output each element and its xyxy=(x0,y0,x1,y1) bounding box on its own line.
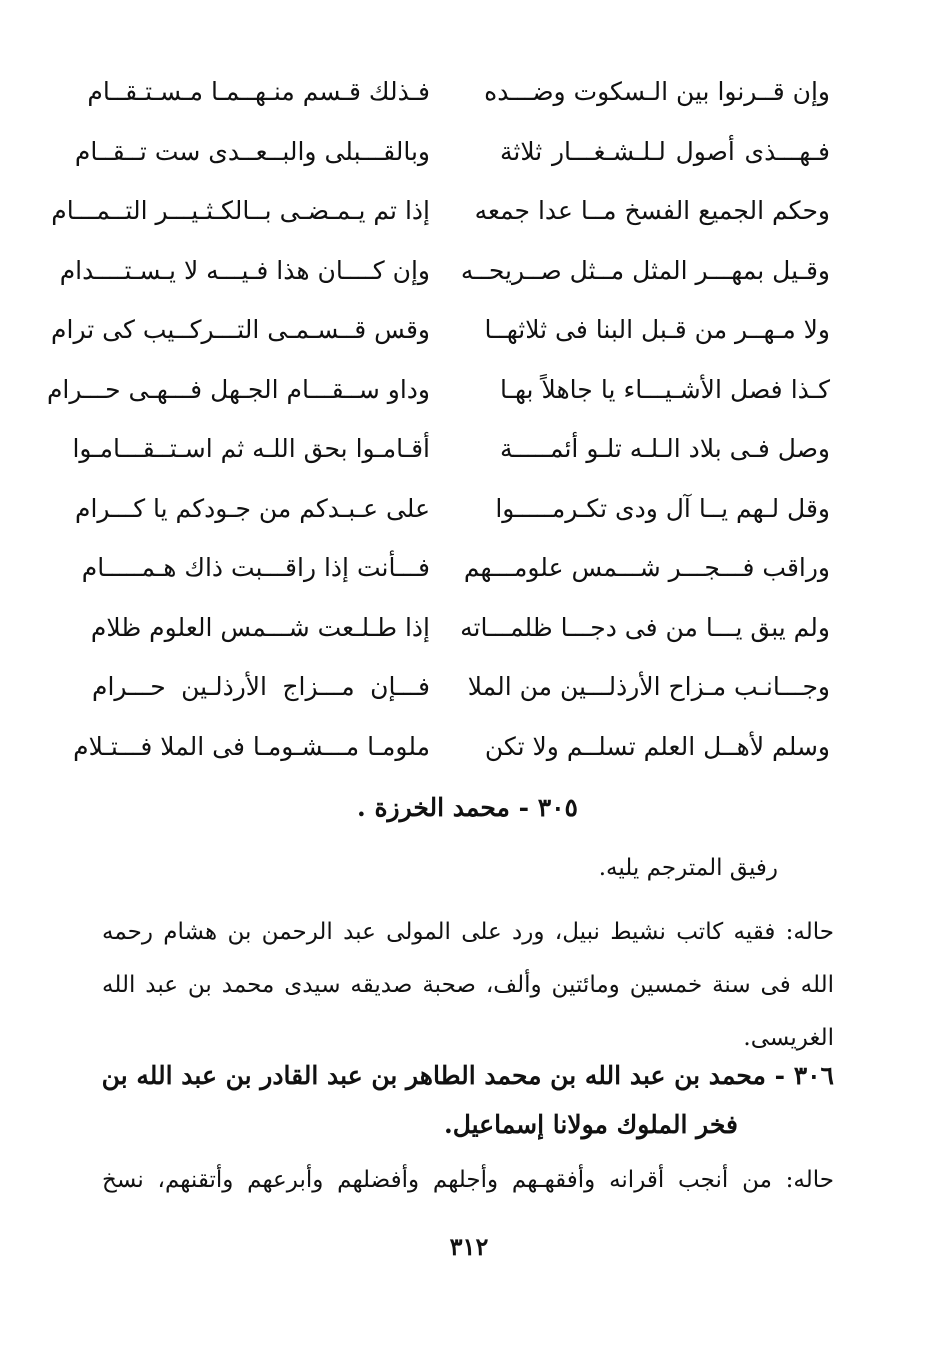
poem xyxy=(0,62,938,782)
poem-verse: إذا طـلـعت شـــمس العلوم ظلام xyxy=(90,612,430,642)
poem-verse: وقل لـهم يــا آل ودى تكـرمـــــوا xyxy=(495,493,830,523)
entry-306-paragraph: حاله: من أنجب أقرانه وأفقهـهم وأجلهم وأفضلهم وأبرعهم وأتقنهم، نسخ xyxy=(102,1167,834,1193)
poem-verse: وراقب فـــجـــر شـــمس علومـــهم xyxy=(463,553,830,582)
entry-306-heading-line1: ٣٠٦ - محمد بن عبد الله بن محمد الطاهر بن عبد القادر بن عبد الله بن xyxy=(101,1061,834,1090)
poem-verse: وداو ســقـــام الجـهل فـــهـى حـــرام xyxy=(46,374,430,404)
poem-verse: ولم يبق يـــا من فى دجـــا ظلمـــاته xyxy=(460,612,830,642)
poem-verse: أقـامـوا بحق اللـه ثم اسـتــقـــامـوا xyxy=(72,434,430,463)
poem-left-column xyxy=(46,62,430,776)
poem-verse: وإن كــــان هذا فـيـــه لا يـسـتــــدام xyxy=(59,255,430,285)
poem-verse: كـذا فصل الأشـيـــاء يا جاهلاً بهـا xyxy=(500,374,830,404)
entry-305-line: رفيق المترجم يليه. xyxy=(598,855,778,881)
poem-verse: وحكم الجميع الفسخ مــا عدا جمعه xyxy=(474,196,830,225)
poem-verse: وإن قــرنوا بين الـسكوت وضـــده xyxy=(484,77,830,106)
page-number: ٣١٢ xyxy=(449,1232,489,1261)
entry-305-paragraph: حاله: فقيه كاتب نشيط نبيل، ورد على المولى عبد الرحمن بن هشام رحمه الله فى سنة خمسين ومائتين وألف، صحبة صديقه سيدى محمد بن عبد الله الغريسى. xyxy=(102,919,834,1051)
poem-verse: وقس قــسـمـى التـــركــيب كى ترام xyxy=(51,315,430,344)
poem-verse: على عـبـدكم من جـودكم يا كـــرام xyxy=(75,493,430,523)
poem-verse: فـــإن مـــزاج الأرذلـين حـــرام xyxy=(92,672,430,701)
poem-verse: وبالقـــبلى والبــعــدى ست تــقــام xyxy=(74,136,430,166)
poem-verse: إذا تم يـمـضـى بــالكـثـيـــر التــمـــام xyxy=(51,196,430,225)
poem-verse: وقـيل بمهـــر المثل مــثل صــريحــه xyxy=(460,255,830,285)
entry-306-heading-line2: فخر الملوك مولانا إسماعيل. xyxy=(443,1110,738,1139)
entry-305-heading: ٣٠٥ - محمد الخرزة . xyxy=(357,793,578,822)
poem-verse: ولا مـهــر من قـبل البنا فى ثلاثهــا xyxy=(484,315,830,344)
poem-verse: وسلم لأهــل العلم تسلــم ولا تكن xyxy=(484,731,830,761)
poem-verse: وجـــانـب مـزاح الأرذلـــين من الملا xyxy=(467,672,830,701)
poem-verse: فـهـــذى أصول لـلـشـغـــار ثلاثة xyxy=(500,136,830,166)
poem-verse: فـذلك قـسم منـهــمـا مـسـتـقــام xyxy=(87,77,430,106)
poem-right-column xyxy=(460,62,830,776)
poem-verse: ملومـا مـــشـومـا فى الملا فـــتـلام xyxy=(73,731,430,761)
poem-verse: فـــأنت إذا راقـــبت ذاك هـمـــــام xyxy=(81,553,430,582)
poem-verse: وصل فـى بلاد الـلـه تلـو أئمـــــة xyxy=(500,434,830,463)
